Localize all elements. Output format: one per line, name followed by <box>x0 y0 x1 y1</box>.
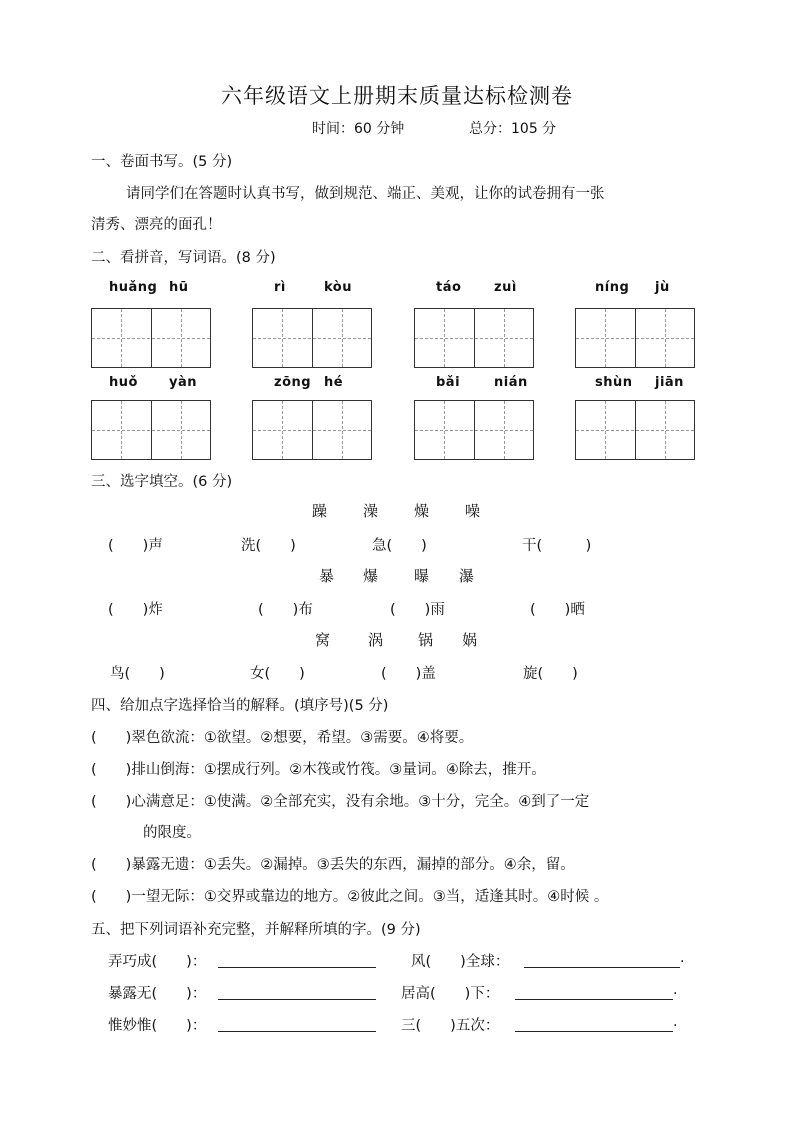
group2-blank-1[interactable]: ( )炸 <box>108 602 163 618</box>
answer-line-right-2[interactable] <box>515 999 673 1000</box>
group3-blank-4[interactable]: 旋( ) <box>523 666 578 682</box>
pinyin-7-syllable-2: nián <box>494 375 528 390</box>
pinyin-3-syllable-2: zuì <box>494 280 517 295</box>
section5-heading: 五、把下列词语补充完整，并解释所填的字。(9 分) <box>91 922 421 938</box>
section4-item-3[interactable]: ( )心满意足：①使满。②全部充实，没有余地。③十分，完全。④到了一定 <box>91 794 590 810</box>
writing-grid-6[interactable] <box>252 400 372 460</box>
group3-char-1: 窝 <box>315 631 331 649</box>
fill-left-2[interactable]: 暴露无( )： <box>108 986 207 1002</box>
group3-blank-2[interactable]: 女( ) <box>250 666 305 682</box>
pinyin-1-syllable-1: huǎng <box>109 280 158 295</box>
group3-char-3: 锅 <box>418 631 434 649</box>
group2-char-3: 曝 <box>414 567 430 585</box>
answer-line-right-1[interactable] <box>524 967 680 968</box>
writing-grid-1[interactable] <box>91 308 211 368</box>
group1-blank-1[interactable]: ( )声 <box>108 538 163 554</box>
group1-char-4: 噪 <box>465 502 481 520</box>
pinyin-6-syllable-2: hé <box>324 375 344 390</box>
fill-left-1[interactable]: 弄巧成( )： <box>108 954 207 970</box>
section4-item-2[interactable]: ( )排山倒海：①摆成行列。②木筏或竹筏。③量词。④除去，推开。 <box>91 762 546 778</box>
end-mark-3: . <box>673 1014 678 1030</box>
pinyin-6-syllable-1: zōng <box>274 375 312 390</box>
group2-blank-2[interactable]: ( )布 <box>258 602 313 618</box>
pinyin-7-syllable-1: bǎi <box>436 375 461 390</box>
pinyin-8-syllable-2: jiān <box>655 375 684 390</box>
page-title: 六年级语文上册期末质量达标检测卷 <box>221 84 573 108</box>
writing-grid-5[interactable] <box>91 400 211 460</box>
writing-grid-7[interactable] <box>414 400 534 460</box>
group1-blank-4[interactable]: 干( ) <box>522 538 592 554</box>
pinyin-2-syllable-1: rì <box>274 280 286 295</box>
answer-line-left-2[interactable] <box>218 999 376 1000</box>
group1-char-3: 燥 <box>414 502 430 520</box>
pinyin-1-syllable-2: hū <box>169 280 189 295</box>
writing-grid-8[interactable] <box>575 400 695 460</box>
group3-char-4: 娲 <box>462 631 478 649</box>
section2-heading: 二、看拼音，写词语。(8 分) <box>91 250 276 266</box>
pinyin-5-syllable-2: yàn <box>169 375 198 390</box>
group1-char-1: 躁 <box>312 502 328 520</box>
fill-right-3[interactable]: 三( )五次： <box>401 1018 500 1034</box>
answer-line-left-3[interactable] <box>218 1031 376 1032</box>
section4-item-4[interactable]: ( )暴露无遗：①丢失。②漏掉。③丢失的东西，漏掉的部分。④余，留。 <box>91 857 575 873</box>
section3-heading: 三、选字填空。(6 分) <box>91 474 233 490</box>
pinyin-4-syllable-2: jù <box>655 280 670 295</box>
section4-heading: 四、给加点字选择恰当的解释。(填序号)(5 分) <box>91 698 389 714</box>
group2-char-4: 瀑 <box>459 567 475 585</box>
section1-text-line2: 清秀、漂亮的面孔！ <box>91 217 222 233</box>
pinyin-4-syllable-1: níng <box>595 280 630 295</box>
pinyin-2-syllable-2: kòu <box>324 280 352 295</box>
total-score: 总分：105 分 <box>469 121 557 137</box>
fill-left-3[interactable]: 惟妙惟( )： <box>108 1018 207 1034</box>
time-limit: 时间：60 分钟 <box>312 121 405 137</box>
group2-char-2: 爆 <box>363 567 379 585</box>
pinyin-5-syllable-1: huǒ <box>109 375 138 390</box>
answer-line-right-3[interactable] <box>515 1031 673 1032</box>
section1-text-line1: 请同学们在答题时认真书写，做到规范、端正、美观，让你的试卷拥有一张 <box>126 186 605 202</box>
section4-item-5[interactable]: ( )一望无际：①交界或靠边的地方。②彼此之间。③当，适逢其时。④时候 。 <box>91 889 609 905</box>
fill-right-1[interactable]: 风( )全球： <box>411 954 510 970</box>
end-mark-1: . <box>680 950 685 966</box>
group2-char-1: 暴 <box>319 567 335 585</box>
answer-line-left-1[interactable] <box>218 967 376 968</box>
section4-item-1[interactable]: ( )翠色欲流：①欲望。②想要，希望。③需要。④将要。 <box>91 730 474 746</box>
group2-blank-3[interactable]: ( )雨 <box>390 602 445 618</box>
group1-blank-2[interactable]: 洗( ) <box>241 538 296 554</box>
group1-char-2: 澡 <box>363 502 379 520</box>
section4-item-3-cont: 的限度。 <box>143 825 201 841</box>
writing-grid-2[interactable] <box>252 308 372 368</box>
group3-blank-3[interactable]: ( )盖 <box>381 666 436 682</box>
end-mark-2: . <box>673 982 678 998</box>
group3-blank-1[interactable]: 鸟( ) <box>110 666 165 682</box>
group2-blank-4[interactable]: ( )晒 <box>530 602 585 618</box>
group3-char-2: 涡 <box>368 631 384 649</box>
group1-blank-3[interactable]: 急( ) <box>372 538 427 554</box>
writing-grid-3[interactable] <box>414 308 534 368</box>
writing-grid-4[interactable] <box>575 308 695 368</box>
pinyin-3-syllable-1: táo <box>436 280 462 295</box>
section1-heading: 一、卷面书写。(5 分) <box>91 154 233 170</box>
fill-right-2[interactable]: 居高( )下： <box>401 986 500 1002</box>
pinyin-8-syllable-1: shùn <box>595 375 633 390</box>
